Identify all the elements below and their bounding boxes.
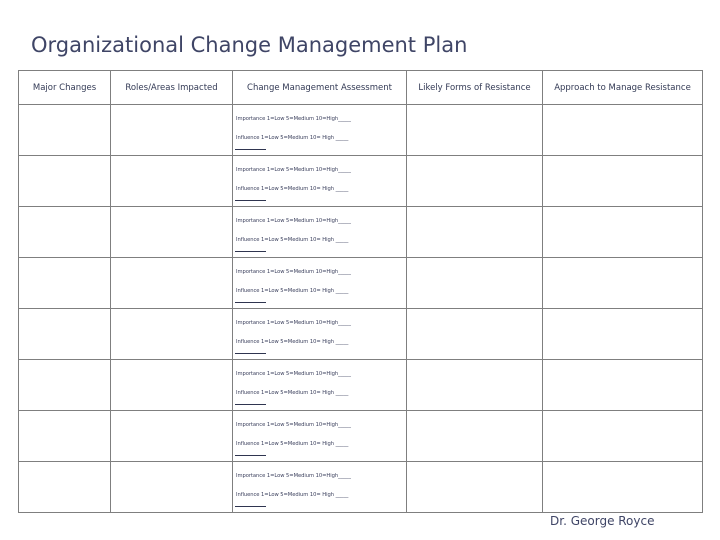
- blank-underline: [235, 506, 266, 507]
- resistance-cell[interactable]: [407, 309, 543, 360]
- header-resistance: Likely Forms of Resistance: [407, 71, 543, 105]
- approach-cell[interactable]: [543, 411, 703, 462]
- influence-rating-line: Influence 1=Low 5=Medium 10= High _____: [236, 339, 349, 345]
- resistance-cell[interactable]: [407, 156, 543, 207]
- approach-cell[interactable]: [543, 462, 703, 513]
- blank-underline: [235, 251, 266, 252]
- major-change-cell[interactable]: [19, 462, 111, 513]
- importance-rating-line: Importance 1=Low 5=Medium 10=High_____: [236, 320, 351, 326]
- approach-cell[interactable]: [543, 156, 703, 207]
- roles-impacted-cell[interactable]: [111, 411, 233, 462]
- header-assessment: Change Management Assessment: [233, 71, 407, 105]
- header-roles-impacted: Roles/Areas Impacted: [111, 71, 233, 105]
- resistance-cell[interactable]: [407, 207, 543, 258]
- influence-rating-line: Influence 1=Low 5=Medium 10= High _____: [236, 441, 349, 447]
- table-row: [19, 105, 703, 156]
- resistance-cell[interactable]: [407, 258, 543, 309]
- assessment-cell[interactable]: [233, 411, 407, 462]
- assessment-cell[interactable]: [233, 309, 407, 360]
- approach-cell[interactable]: [543, 207, 703, 258]
- resistance-cell[interactable]: [407, 411, 543, 462]
- change-plan-table: [18, 70, 703, 513]
- header-row: [19, 71, 703, 105]
- importance-rating-line: Importance 1=Low 5=Medium 10=High_____: [236, 116, 351, 122]
- table-row: [19, 258, 703, 309]
- major-change-cell[interactable]: [19, 105, 111, 156]
- page-title: Organizational Change Management Plan: [31, 33, 468, 57]
- blank-underline: [235, 149, 266, 150]
- roles-impacted-cell[interactable]: [111, 309, 233, 360]
- roles-impacted-cell[interactable]: [111, 105, 233, 156]
- blank-underline: [235, 302, 266, 303]
- major-change-cell[interactable]: [19, 360, 111, 411]
- assessment-cell[interactable]: [233, 156, 407, 207]
- blank-underline: [235, 404, 266, 405]
- blank-underline: [235, 200, 266, 201]
- importance-rating-line: Importance 1=Low 5=Medium 10=High_____: [236, 422, 351, 428]
- roles-impacted-cell[interactable]: [111, 462, 233, 513]
- author-footer: Dr. George Royce: [550, 514, 655, 528]
- blank-underline: [235, 353, 266, 354]
- table-row: [19, 156, 703, 207]
- header-major-changes: Major Changes: [19, 71, 111, 105]
- approach-cell[interactable]: [543, 105, 703, 156]
- major-change-cell[interactable]: [19, 309, 111, 360]
- roles-impacted-cell[interactable]: [111, 156, 233, 207]
- influence-rating-line: Influence 1=Low 5=Medium 10= High _____: [236, 390, 349, 396]
- importance-rating-line: Importance 1=Low 5=Medium 10=High_____: [236, 473, 351, 479]
- table-row: [19, 360, 703, 411]
- influence-rating-line: Influence 1=Low 5=Medium 10= High _____: [236, 186, 349, 192]
- approach-cell[interactable]: [543, 360, 703, 411]
- roles-impacted-cell[interactable]: [111, 207, 233, 258]
- major-change-cell[interactable]: [19, 207, 111, 258]
- major-change-cell[interactable]: [19, 258, 111, 309]
- roles-impacted-cell[interactable]: [111, 360, 233, 411]
- assessment-cell[interactable]: [233, 360, 407, 411]
- influence-rating-line: Influence 1=Low 5=Medium 10= High _____: [236, 288, 349, 294]
- influence-rating-line: Influence 1=Low 5=Medium 10= High _____: [236, 492, 349, 498]
- table-row: [19, 309, 703, 360]
- assessment-cell[interactable]: [233, 207, 407, 258]
- importance-rating-line: Importance 1=Low 5=Medium 10=High_____: [236, 218, 351, 224]
- assessment-cell[interactable]: [233, 258, 407, 309]
- header-approach: Approach to Manage Resistance: [543, 71, 703, 105]
- approach-cell[interactable]: [543, 309, 703, 360]
- table-row: [19, 207, 703, 258]
- resistance-cell[interactable]: [407, 462, 543, 513]
- importance-rating-line: Importance 1=Low 5=Medium 10=High_____: [236, 269, 351, 275]
- blank-underline: [235, 455, 266, 456]
- importance-rating-line: Importance 1=Low 5=Medium 10=High_____: [236, 371, 351, 377]
- assessment-cell[interactable]: [233, 105, 407, 156]
- major-change-cell[interactable]: [19, 411, 111, 462]
- table-row: [19, 411, 703, 462]
- importance-rating-line: Importance 1=Low 5=Medium 10=High_____: [236, 167, 351, 173]
- assessment-cell[interactable]: [233, 462, 407, 513]
- table-row: [19, 462, 703, 513]
- influence-rating-line: Influence 1=Low 5=Medium 10= High _____: [236, 237, 349, 243]
- resistance-cell[interactable]: [407, 105, 543, 156]
- resistance-cell[interactable]: [407, 360, 543, 411]
- major-change-cell[interactable]: [19, 156, 111, 207]
- approach-cell[interactable]: [543, 258, 703, 309]
- influence-rating-line: Influence 1=Low 5=Medium 10= High _____: [236, 135, 349, 141]
- roles-impacted-cell[interactable]: [111, 258, 233, 309]
